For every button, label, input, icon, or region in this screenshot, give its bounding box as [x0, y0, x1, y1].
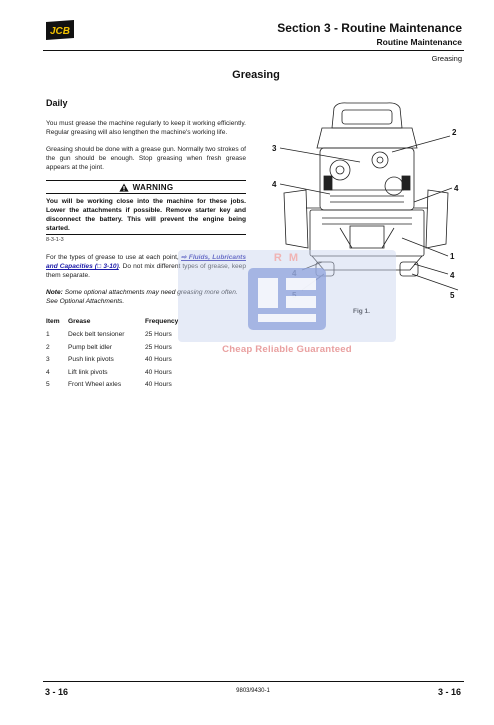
cell-grease: Front Wheel axles	[68, 381, 122, 388]
col-header-grease: Grease	[68, 318, 91, 325]
cell-grease: Deck belt tensioner	[68, 331, 125, 338]
callout-5b: 5	[450, 291, 455, 300]
warning-end-rule	[46, 234, 246, 235]
table-row	[46, 369, 215, 382]
grease-text-after: . Do not mix different types of grease, keep them separate.	[46, 263, 247, 279]
section-title: Section 3 - Routine Maintenance	[277, 21, 462, 35]
watermark-mark: R M	[273, 252, 301, 264]
jcb-logo	[43, 19, 77, 41]
footer-divider	[43, 681, 464, 682]
page-title: Greasing	[232, 69, 280, 81]
page-number-left: 3 - 16	[45, 687, 69, 697]
col-header-frequency: Frequency	[145, 318, 179, 325]
cell-item: 4	[46, 368, 50, 376]
warning-label: WARNING	[132, 182, 174, 192]
daily-paragraph-2: Greasing should be done with a grease gun. Normally two strokes of the gun should be enough. Stop greasing when fresh grease appears at the joint.	[46, 146, 246, 171]
cell-item: 1	[46, 331, 50, 338]
watermark-text: Cheap Reliable Guaranteed	[222, 344, 352, 355]
cell-frequency: 40 Hours	[145, 368, 172, 376]
warning-text: You will be working close into the machine for these jobs. Lower the attachments if possible. Remove starter key and disconnect the battery. This will prevent the engine being started.	[46, 198, 246, 232]
cell-grease: Push link pivots	[68, 356, 114, 363]
cell-item: 5	[46, 381, 50, 388]
callout-2: 2	[452, 128, 457, 137]
cell-frequency: 25 Hours	[145, 331, 172, 338]
col-header-item: Item	[46, 318, 60, 325]
cell-grease: Pump belt idler	[68, 343, 112, 351]
cell-grease: Lift link pivots	[68, 368, 108, 376]
fluids-link[interactable]: ⇨ Fluids, Lubricants and Capacities (□ 3-10)	[46, 254, 246, 270]
cell-item: 3	[46, 356, 50, 363]
callout-4c: 4	[450, 271, 455, 280]
warning-reference: 8-3-1-3	[46, 237, 64, 243]
cell-frequency: 40 Hours	[145, 381, 172, 388]
note-text: Some optional attachments may need greasing more often. See Optional Attachments.	[46, 289, 238, 305]
watermark	[178, 248, 396, 368]
page-number-right: 3 - 16	[437, 687, 461, 697]
note-label: Note:	[46, 289, 63, 296]
callout-4a: 4	[272, 180, 277, 189]
topic-label: Greasing	[431, 54, 462, 63]
daily-paragraph-1: You must grease the machine regularly to keep it working efficiently. Regular greasing will also lengthen the machine's working life.	[46, 120, 246, 136]
cell-frequency: 25 Hours	[145, 343, 172, 351]
daily-heading: Daily	[46, 98, 68, 108]
cell-frequency: 40 Hours	[145, 356, 172, 363]
grease-text-before: For the types of grease to use at each point,	[46, 254, 182, 261]
callout-4b: 4	[454, 184, 459, 193]
subsection-title: Routine Maintenance	[376, 37, 462, 47]
cell-item: 2	[46, 343, 50, 351]
callout-3: 3	[272, 144, 277, 153]
callout-1: 1	[450, 252, 455, 261]
table-row	[46, 381, 215, 394]
svg-text:JCB: JCB	[49, 26, 71, 37]
warning-icon	[119, 183, 129, 192]
warning-banner	[46, 180, 246, 194]
header-divider	[43, 50, 464, 51]
document-number: 9803/9430-1	[236, 688, 270, 694]
figure-caption: Fig 1.	[353, 308, 370, 315]
